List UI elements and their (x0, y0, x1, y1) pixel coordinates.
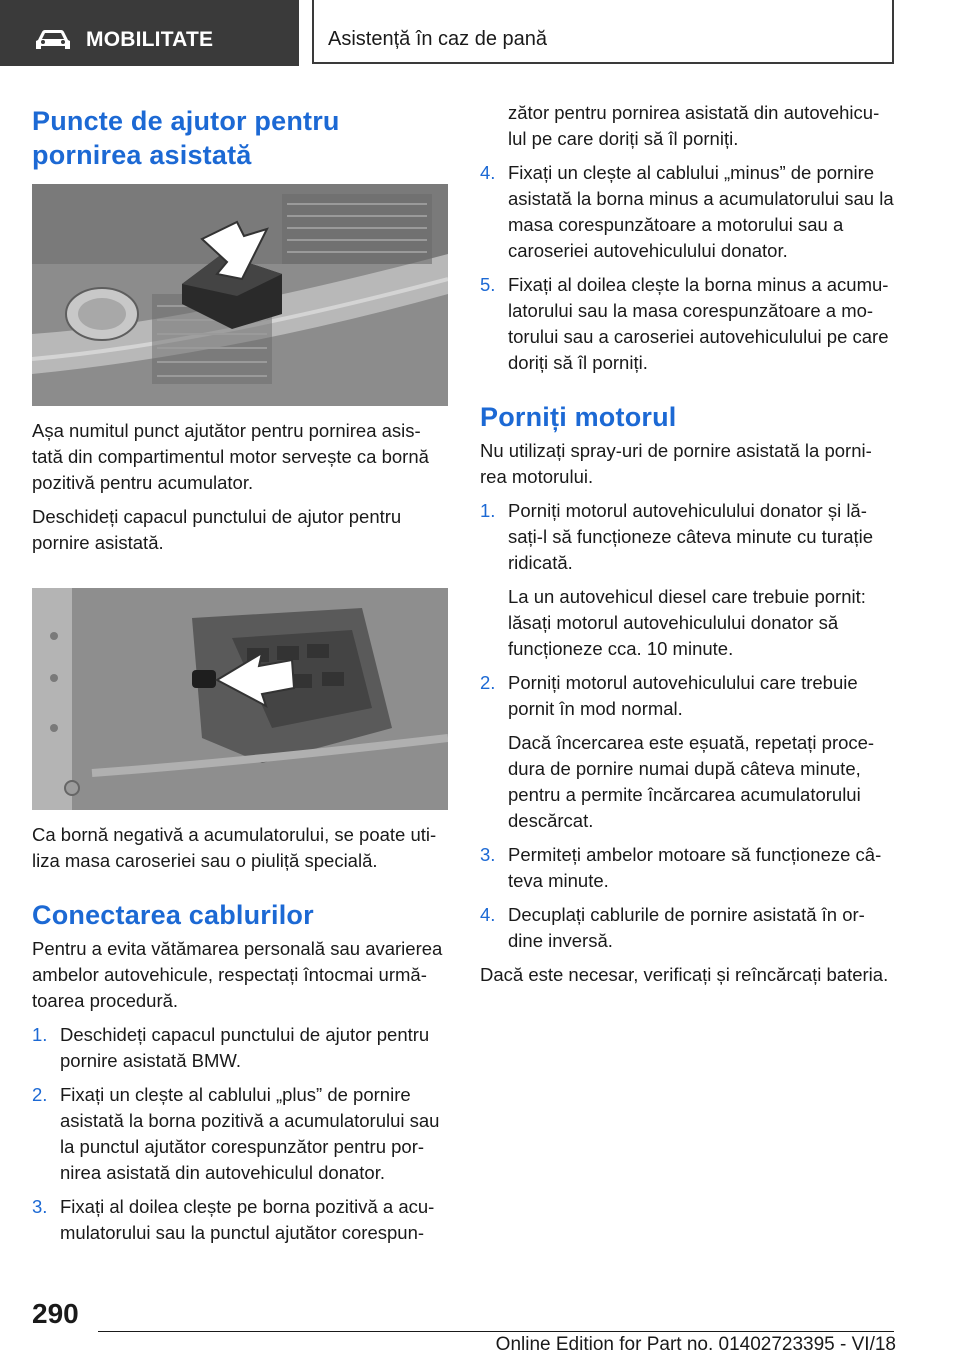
paragraph-safety-note: Pentru a evita vătămarea personală sau avarierea ambelor autovehicule, respectați întocmai urmă-toarea procedură. (32, 938, 443, 1011)
page-number: 290 (32, 1298, 79, 1329)
start-engine-steps-list (480, 498, 896, 954)
connect-steps-list (32, 1022, 448, 1246)
page-header (0, 0, 960, 66)
heading-jump-start-points: Puncte de ajutor pentru pornirea asistată (32, 106, 340, 170)
list-item: 3. Fixați al doilea clește pe borna pozitivă a acu-mulatorului sau la punctul ajutător corespun- (32, 1196, 435, 1243)
paragraph-jump-start-point-desc: Așa numitul punct ajutător pentru pornirea asis-tată din compartimentul motor servește ca bornă pozitivă pentru acumulator. (32, 420, 429, 493)
heading-connect-cables: Conectarea cablurilor (32, 900, 314, 930)
connect-steps-list-continued (480, 160, 896, 376)
paragraph-check-battery: Dacă este necesar, verificați și reîncărcați bateria. (480, 964, 889, 985)
list-item: 4. Decuplați cablurile de pornire asistată în or-dine inversă. (480, 904, 865, 951)
figure-jump-start-point (32, 184, 448, 406)
ground-point-illustration (32, 588, 448, 810)
heading-start-engine: Porniți motorul (480, 402, 677, 432)
section-title: MOBILITATE (86, 28, 214, 51)
right-column (480, 100, 896, 988)
car-icon (34, 28, 72, 52)
left-column (32, 100, 448, 1246)
section-tab (0, 0, 299, 66)
paragraph-no-spray: Nu utilizați spray-uri de pornire asistată la porni-rea motorului. (480, 440, 872, 487)
chapter-tab (312, 0, 894, 64)
paragraph-negative-terminal: Ca bornă negativă a acumulatorului, se poate uti-liza masa caroseriei sau o piuliță specială. (32, 824, 437, 871)
paragraph-step3-continued: zător pentru pornirea asistată din autovehicu-lul pe care doriți să îl porniți. (508, 102, 880, 149)
chapter-title: Asistență în caz de pană (328, 28, 548, 50)
list-item: 5. Fixați al doilea clește la borna minus a acumu-latorului sau la masa corespunzătoare a mo-torului sau a caroseriei autovehiculului pe care doriți să îl porniți. (480, 274, 889, 373)
edition-info: Online Edition for Part no. 01402723395 - VI/18 (495, 1334, 896, 1355)
list-item: 1. Porniți motorul autovehiculului donator și lă-sați-l să funcționeze câteva minute cu turație ridicată. La un autovehicul diesel care trebuie pornit: lăsați motorul autovehiculului donator să funcționeze cca. 10 minute. (480, 500, 874, 659)
list-item: 1. Deschideți capacul punctului de ajutor pentru pornire asistată BMW. (32, 1024, 430, 1071)
list-item: 2. Fixați un clește al cablului „plus” de pornire asistată la borna pozitivă a acumulatorului sau la punctul ajutător corespunzător pentru por-nirea asistată din autovehiculul donator. (32, 1084, 440, 1183)
footer-divider (98, 1331, 894, 1332)
figure-ground-point (32, 588, 448, 810)
list-item: 3. Permiteți ambelor motoare să funcționeze câ-teva minute. (480, 844, 882, 891)
engine-bay-illustration (32, 184, 448, 406)
list-item: 4. Fixați un clește al cablului „minus” de pornire asistată la borna minus a acumulatorului sau la masa corespunzătoare a motorului sau a caroseriei autovehiculului donator. (480, 162, 894, 261)
paragraph-open-cover: Deschideți capacul punctului de ajutor pentru pornire asistată. (32, 506, 402, 553)
list-item: 2. Porniți motorul autovehiculului care trebuie pornit în mod normal. Dacă încercarea este eșuată, repetați proce-dura de pornire numai după câteva minute, pentru a permite încărcarea acumulatorului descărcat. (480, 672, 875, 831)
